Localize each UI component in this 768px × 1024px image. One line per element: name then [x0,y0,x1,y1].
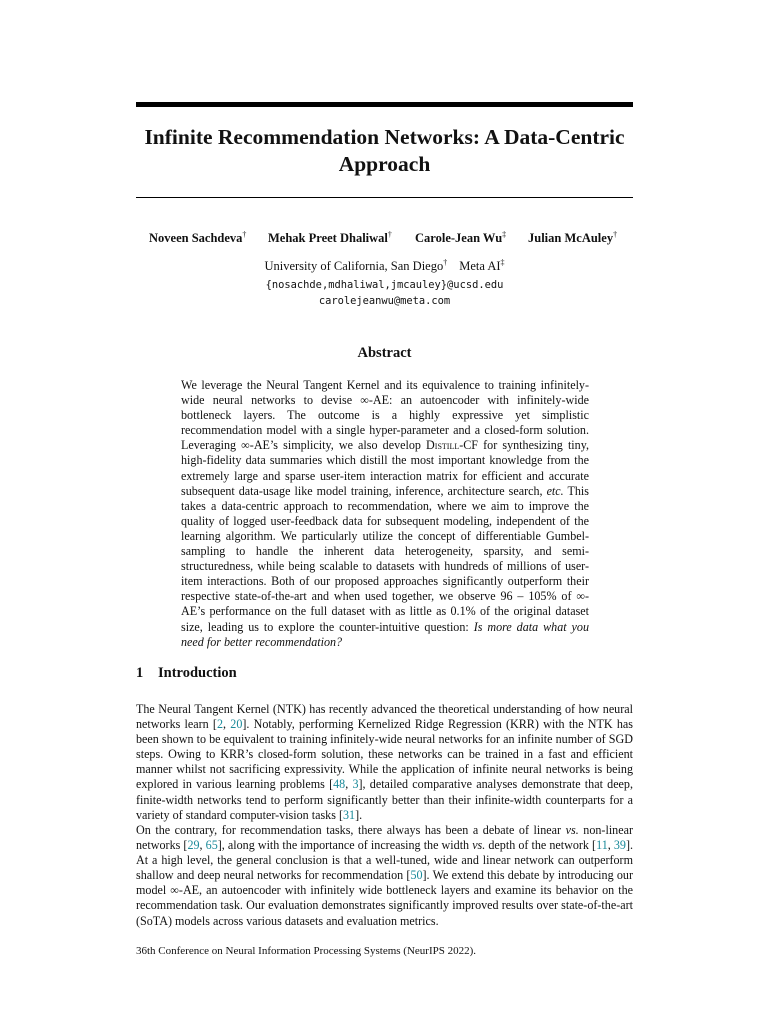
paper-title: Infinite Recommendation Networks: A Data-Centric Approach [144,125,625,176]
citation-link[interactable]: 48 [333,777,346,792]
affiliation-1: University of California, San Diego [264,259,444,274]
author-1 [149,230,246,246]
abstract-text-2: for synthesizing tiny, high-fidelity data summaries which distill the most important knowledge from the extremely large and sparse user-item interaction matrix for efficient and accurate subsequent data-usage like model training, inference, architecture search, [181,438,589,498]
email-ucsd[interactable]: {nosachde,mdhaliwal,jmcauley}@ucsd.edu [265,279,504,291]
paragraph-text: ], detailed comparative analyses demonstrate that deep, finite-width networks tend to perform significantly better than their infinite-width counterparts for a variety of standard computer-vision tasks [ [136,777,633,822]
abstract-text-1: We leverage the Neural Tangent Kernel and its equivalence to training infinitely-wide neural networks to devise ∞-AE: an autoencoder with infinitely-wide bottleneck layers. The outcome is a highly expressive yet simplistic recommendation model with a single hyper-parameter and a closed-form solution. Leveraging ∞-AE’s simplicity, we also develop [181,378,589,453]
title-bottom-rule [136,197,633,198]
paragraph-text: The Neural Tangent Kernel (NTK) has recently advanced the theoretical understanding of how neural networks learn [ [136,702,633,732]
citation-link[interactable]: 2 [216,717,224,732]
author-4-mark: † [613,230,618,239]
distill-cf-name: Distill-CF [426,438,479,453]
italic-vs: vs. [472,838,486,853]
citation-link[interactable]: 20 [230,717,243,732]
abstract-etc: etc. [546,483,564,498]
citation-link[interactable]: 50 [410,868,423,883]
abstract-question: Is more data what you need for better recommendation? [181,619,589,649]
author-1-mark: † [242,230,247,239]
paragraph-text: On the contrary, for recommendation tasks, there always has been a debate of linear [136,823,566,837]
citation-link[interactable]: 65 [205,838,218,853]
author-3 [415,230,506,246]
abstract-text-3: This takes a data-centric approach to recommendation, where we aim to improve the quality of logged user-feedback data for subsequent modeling, independent of the learning algorithm. We particularly utilize the concept of differentiable Gumbel-sampling to handle the inherent data heterogeneity, sparsity, and semi-structuredness, while being scalable to datasets with hundreds of millions of user-item interactions. Both of our proposed approaches significantly outperform their respective state-of-the-art and when used together, we observe 96 – 105% of ∞-AE’s performance on the full dataset with as little as 0.1% of the original dataset size, leading us to explore the counter-intuitive question: [181,483,589,634]
paragraph-text: depth of the network [ [485,838,597,853]
affiliations [136,258,633,274]
email-meta[interactable]: carolejeanwu@meta.com [318,295,451,307]
paragraph-text: ]. Notably, performing Kernelized Ridge Regression (KRR) with the NTK has been shown to be equivalent to training infinitely-wide neural networks for an infinite number of SGD steps. Owing to KRR’s closed-form solution, these networks can be trained in a fast and efficient manner whilst not sacrificing expressivity. While the application of infinite neural networks is being explored in various learning problems [ [136,717,633,792]
author-list [136,230,633,250]
citation-link[interactable]: 39 [613,838,626,853]
author-4 [528,230,617,246]
paragraph-text: non-linear networks [ [136,823,633,853]
intro-paragraph-1 [136,702,633,823]
author-3-mark: ‡ [502,230,507,239]
paragraph-text: ]. We extend this debate by introducing our model ∞-AE, an autoencoder with infinitely wide bottleneck layers and examine its behavior on the recommendation task. Our evaluation demonstrates significantly improved results over state-of-the-art (SoTA) models across various datasets and evaluation metrics. [136,868,633,928]
citation-link[interactable]: 3 [352,777,359,792]
author-3-name: Carole-Jean Wu [415,231,503,246]
author-2 [268,230,392,246]
citation-separator: , [345,777,353,792]
citation-separator: , [199,838,206,853]
conference-footer: 36th Conference on Neural Information Processing Systems (NeurIPS 2022). [136,945,477,957]
citation-separator: , [607,838,614,853]
citation-link[interactable]: 29 [187,838,200,853]
section-title: Introduction [158,665,237,681]
section-heading-introduction [136,665,237,682]
affiliation-2-mark: ‡ [500,258,505,267]
citation-link[interactable]: 11 [596,838,608,853]
paragraph-text: ]. At a high level, the general conclusion is that a well-tuned, wide and linear network can outperform shallow and deep neural networks for recommendation [ [136,838,634,883]
citation-separator: , [223,717,231,732]
author-4-name: Julian McAuley [528,231,614,246]
section-number: 1 [136,665,144,681]
title-top-rule [136,102,633,107]
affiliation-2: Meta AI [459,259,501,274]
author-1-name: Noveen Sachdeva [149,231,243,246]
intro-paragraph-2 [136,823,633,929]
paragraph-text: ]. [355,807,363,822]
author-2-name: Mehak Preet Dhaliwal [268,231,388,246]
affiliation-1-mark: † [443,258,448,267]
citation-link[interactable]: 31 [342,807,356,822]
paragraph-text: ], along with the importance of increasing the width [217,838,473,853]
abstract-heading: Abstract [357,345,412,361]
abstract-body [181,378,589,650]
author-2-mark: † [387,230,392,239]
italic-vs: vs. [565,823,579,837]
